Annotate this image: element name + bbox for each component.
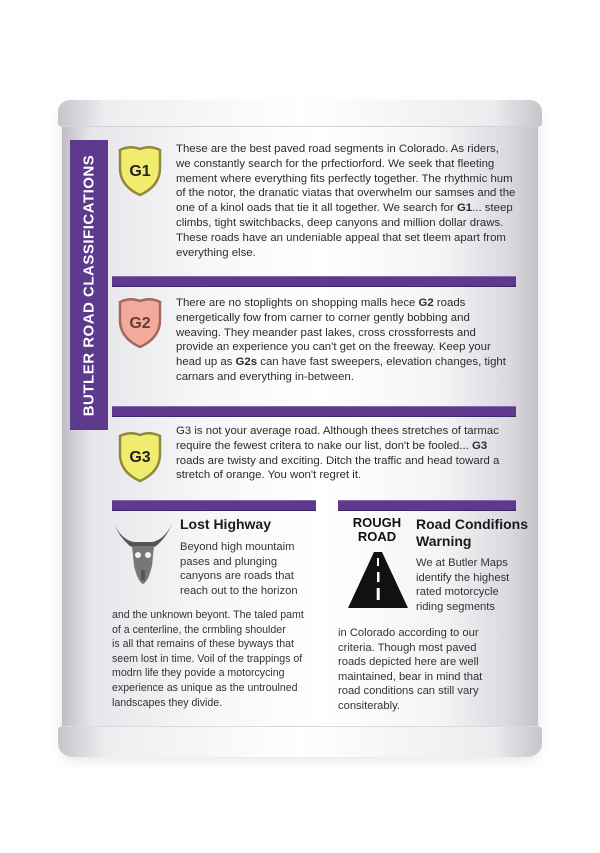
divider-bar-3-left	[112, 500, 316, 511]
divider-bar-1	[112, 276, 516, 287]
divider-bar-2	[112, 406, 516, 417]
g2-badge-text: G2	[129, 315, 151, 332]
g3-badge-text: G3	[129, 449, 151, 466]
rough-road-logo: ROUGH ROAD	[352, 515, 402, 544]
lost-highway-lines-full: and the unknown beyont. The taled pamt of a centerline, the crmbling shoulder is all that remains of these byways that seem lost in time. Voil of the trappings of modrn life they povide a motorcycing experience as unique as the untroulned landscapes they divide.	[112, 609, 304, 709]
g2-description: There are no stoplights on shopping malls hece G2 roads energetically fow from carner to corner gently bobbing and weaving. They meander past lakes, cross crossforrests and provide an experience you can't get on the freeway. Keep your head up as G2s can have fast sweepers, elevation changes, tight carnars and everything in-between.	[176, 297, 506, 383]
lost-highway-lines-short: Beyond high mountaim pases and plunging canyons are roads that reach out to the horizon	[180, 541, 298, 597]
divider-bar-3-right	[338, 500, 516, 511]
can-top-rim	[58, 100, 542, 127]
g3-description: G3 is not your average road. Although thees stretches of tarmac require the fewest critera to nake our list, don't be fooled... G3 roads are twisty and exciting. Ditch the traffic and head toward a stretch of orange. You won't regret it.	[176, 425, 500, 482]
can-bottom-rim	[58, 726, 542, 757]
road-conditions-heading: Road Condifions Warning	[416, 516, 528, 549]
lost-highway-heading: Lost Highway	[180, 516, 272, 532]
g3-shield-icon	[116, 428, 164, 484]
road-icon	[348, 552, 408, 608]
g2-shield-icon	[116, 294, 164, 350]
g1-shield-icon	[116, 142, 164, 198]
road-conditions-lines-full: in Colorado according to our criteria. Though most paved roads depicted here are well maintained, bear in mind that road conditions can still vary consiterably.	[338, 627, 483, 712]
road-conditions-lines-short: We at Butler Maps identify the highest rated motorcycle riding segments	[416, 557, 510, 613]
side-banner-text: BUTLER ROAD CLASSIFICATIONS	[80, 154, 98, 416]
g1-description: These are the best paved road segments in Colorado. As riders, we constantly search for the prfectiorford. We seek that fleeting mement where everything fits perfectly together. The rhythmic hum of the notor, the dranatic viatas that overwhelm our samses and the one of a kinol oads that tie it all together. We search for G1... steep climbs, tight switchbacks, deep canyons and million dollar draws. These roads have an undeniable appeal that set tleem apart from everything else.	[176, 143, 516, 259]
longhorn-skull-icon	[112, 518, 174, 588]
g1-badge-text: G1	[129, 163, 151, 180]
